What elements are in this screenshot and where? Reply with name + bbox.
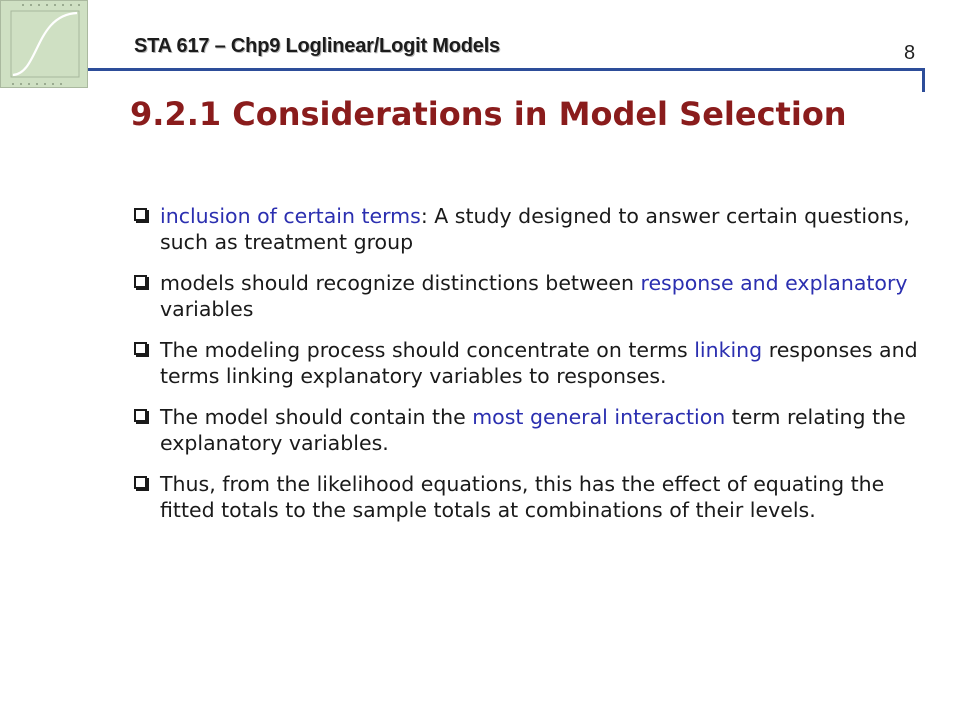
checkbox-bullet-icon [134, 342, 147, 355]
header-rule [88, 68, 924, 71]
logo [0, 0, 88, 88]
bullet-item [133, 404, 923, 456]
bullet-item [133, 203, 923, 255]
bullet-text: : A study designed to answer certain questions, such as treatment group [160, 204, 910, 254]
bullet-item [133, 270, 923, 322]
checkbox-bullet-icon [134, 208, 147, 221]
bullet-text: models should recognize distinctions between [160, 271, 641, 295]
slide-title: 9.2.1 Considerations in Model Selection [130, 95, 847, 133]
bullet-text: term relating the explanatory variables. [160, 405, 906, 455]
sigmoid-curve-icon [1, 1, 89, 89]
highlighted-term: inclusion of certain terms [160, 204, 421, 228]
header-rule-tick [922, 68, 925, 92]
bullet-item [133, 337, 923, 389]
page-number: 8 [904, 42, 916, 64]
checkbox-bullet-icon [134, 275, 147, 288]
bullet-text: Thus, from the likelihood equations, this has the effect of equating the fitted totals to the sample totals at combinations of their levels. [160, 472, 885, 522]
bullet-text: variables [160, 297, 254, 321]
checkbox-bullet-icon [134, 476, 147, 489]
bullet-text: The modeling process should concentrate on terms [160, 338, 695, 362]
highlighted-term: linking [694, 338, 763, 362]
bullet-item [133, 471, 923, 523]
checkbox-bullet-icon [134, 409, 147, 422]
bullet-list [133, 203, 923, 538]
highlighted-term: response and explanatory [640, 271, 908, 295]
highlighted-term: most general interaction [472, 405, 726, 429]
course-title: STA 617 – Chp9 Loglinear/Logit Models [134, 35, 500, 57]
bullet-text: responses and terms linking explanatory variables to responses. [160, 338, 918, 388]
bullet-text: The model should contain the [160, 405, 473, 429]
